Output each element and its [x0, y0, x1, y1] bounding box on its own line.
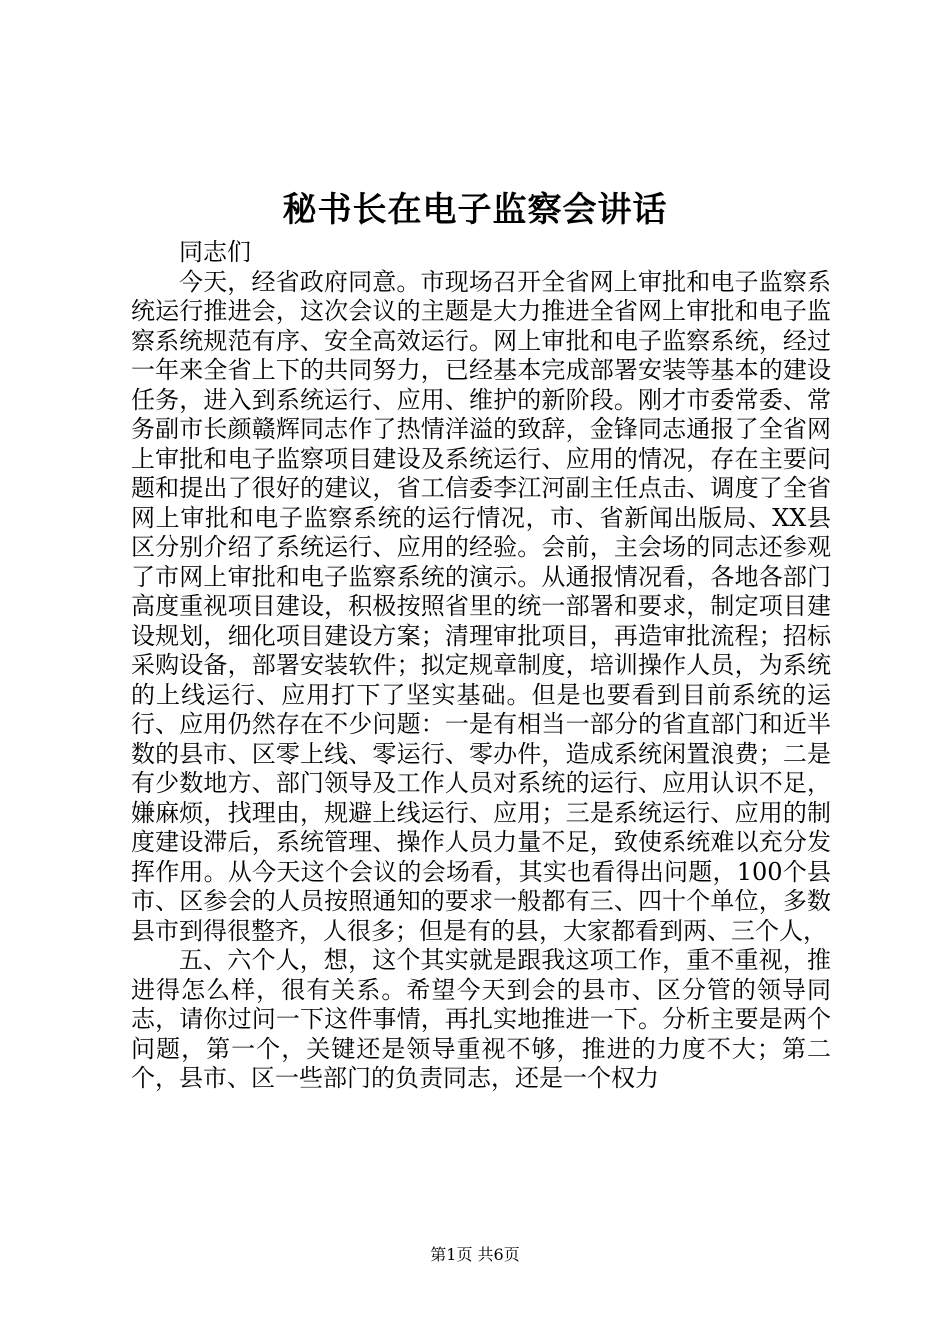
- page-footer: 第1页 共6页: [430, 1245, 520, 1264]
- paragraph-1: 今天，经省政府同意。市现场召开全省网上审批和电子监察系统运行推进会，这次会议的主题是大力推进全省网上审批和电子监察系统规范有序、安全高效运行。网上审批和电子监察系统，经过一年来全省上下的共同努力，已经基本完成部署安装等基本的建设任务，进入到系统运行、应用、维护的新阶段。刚才市委常委、常务副市长颜赣辉同志作了热情洋溢的致辞，金锋同志通报了全省网上审批和电子监察项目建设及系统运行、应用的情况，存在主要问题和提出了很好的建议，省工信委李江河副主任点击、调度了全省网上审批和电子监察系统的运行情况，市、省新闻出版局、XX县区分别介绍了系统运行、应用的经验。会前，主会场的同志还参观了市网上审批和电子监察系统的演示。从通报情况看，各地各部门高度重视项目建设，积极按照省里的统一部署和要求，制定项目建设规划，细化项目建设方案；清理审批项目，再造审批流程；招标采购设备，部署安装软件；拟定规章制度，培训操作人员，为系统的上线运行、应用打下了坚实基础。但是也要看到目前系统的运行、应用仍然存在不少问题：一是有相当一部分的省直部门和近半数的县市、区零上线、零运行、零办件，造成系统闲置浪费；二是有少数地方、部门领导及工作人员对系统的运行、应用认识不足，嫌麻烦，找理由，规避上线运行、应用；三是系统运行、应用的制度建设滞后，系统管理、操作人员力量不足，致使系统难以充分发挥作用。从今天这个会议的会场看，其实也看得出问题，100个县市、区参会的人员按照通知的要求一般都有三、四十个单位，多数县市到得很整齐，人很多；但是有的县，大家都看到两、三个人，: [131, 267, 831, 945]
- document-title: 秘书长在电子监察会讲话: [282, 190, 668, 230]
- paragraph-2: 五、六个人，想，这个其实就是跟我这项工作，重不重视，推进得怎么样，很有关系。希望今天到会的县市、区分管的领导同志，请你过问一下这件事情，再扎实地推进一下。分析主要是两个问题，第一个，关键还是领导重视不够，推进的力度不大；第二个，县市、区一些部门的负责同志，还是一个权力: [131, 946, 831, 1092]
- salutation: 同志们: [179, 238, 251, 266]
- document-body: [131, 238, 831, 1094]
